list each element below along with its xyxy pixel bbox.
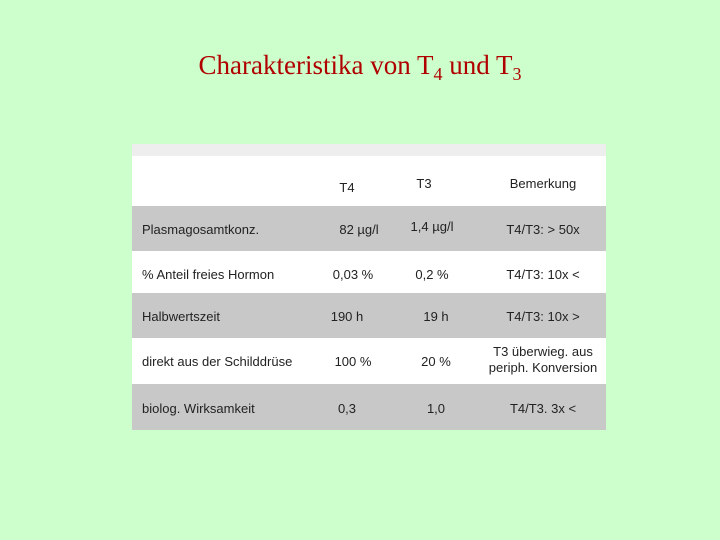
header-t3: T3 (416, 176, 432, 191)
hormone-table (132, 144, 606, 430)
row-note: T4/T3. 3x < (509, 401, 577, 416)
row-t4-value: 0,3 (337, 401, 357, 416)
row-t3-value: 0,2 % (415, 267, 449, 282)
header-t4: T4 (339, 180, 355, 195)
row-t3-value: 19 h (423, 309, 449, 324)
row-parameter: biolog. Wirksamkeit (142, 401, 255, 416)
row-t4-value: 190 h (330, 309, 364, 324)
row-t4-value: 0,03 % (332, 267, 374, 282)
title-subscript-3: 3 (512, 64, 522, 84)
row-note-line1: T3 überwieg. aus (493, 344, 593, 359)
row-t3-value: 1,0 (426, 401, 446, 416)
row-parameter: direkt aus der Schilddrüse (142, 354, 293, 369)
row-t3-value: 20 % (421, 354, 451, 369)
table-row (132, 206, 606, 251)
row-t4-value: 82 µg/l (339, 222, 379, 237)
title-text-middle: und T (442, 50, 513, 80)
row-note: T4/T3: 10x < (506, 267, 580, 282)
title-text: Charakteristika von T (198, 50, 434, 80)
row-t3-value: 1,4 µg/l (410, 219, 454, 234)
table-row (132, 293, 606, 338)
title-subscript-4: 4 (433, 64, 443, 84)
row-parameter: Plasmagosamtkonz. (142, 222, 260, 237)
table-row (132, 384, 606, 430)
table-header-row (132, 156, 606, 204)
table-row (132, 251, 606, 296)
row-t4-value: 100 % (334, 354, 372, 369)
row-parameter: Halbwertszeit (142, 309, 221, 324)
row-parameter: % Anteil freies Hormon (142, 267, 275, 282)
row-note: T4/T3: > 50x (506, 222, 580, 237)
table-row (132, 338, 606, 384)
row-note-line2: periph. Konversion (488, 360, 598, 375)
table-top-strip (132, 144, 606, 156)
slide-title (0, 50, 720, 84)
header-bemerkung: Bemerkung (509, 176, 577, 191)
row-note: T4/T3: 10x > (506, 309, 580, 324)
